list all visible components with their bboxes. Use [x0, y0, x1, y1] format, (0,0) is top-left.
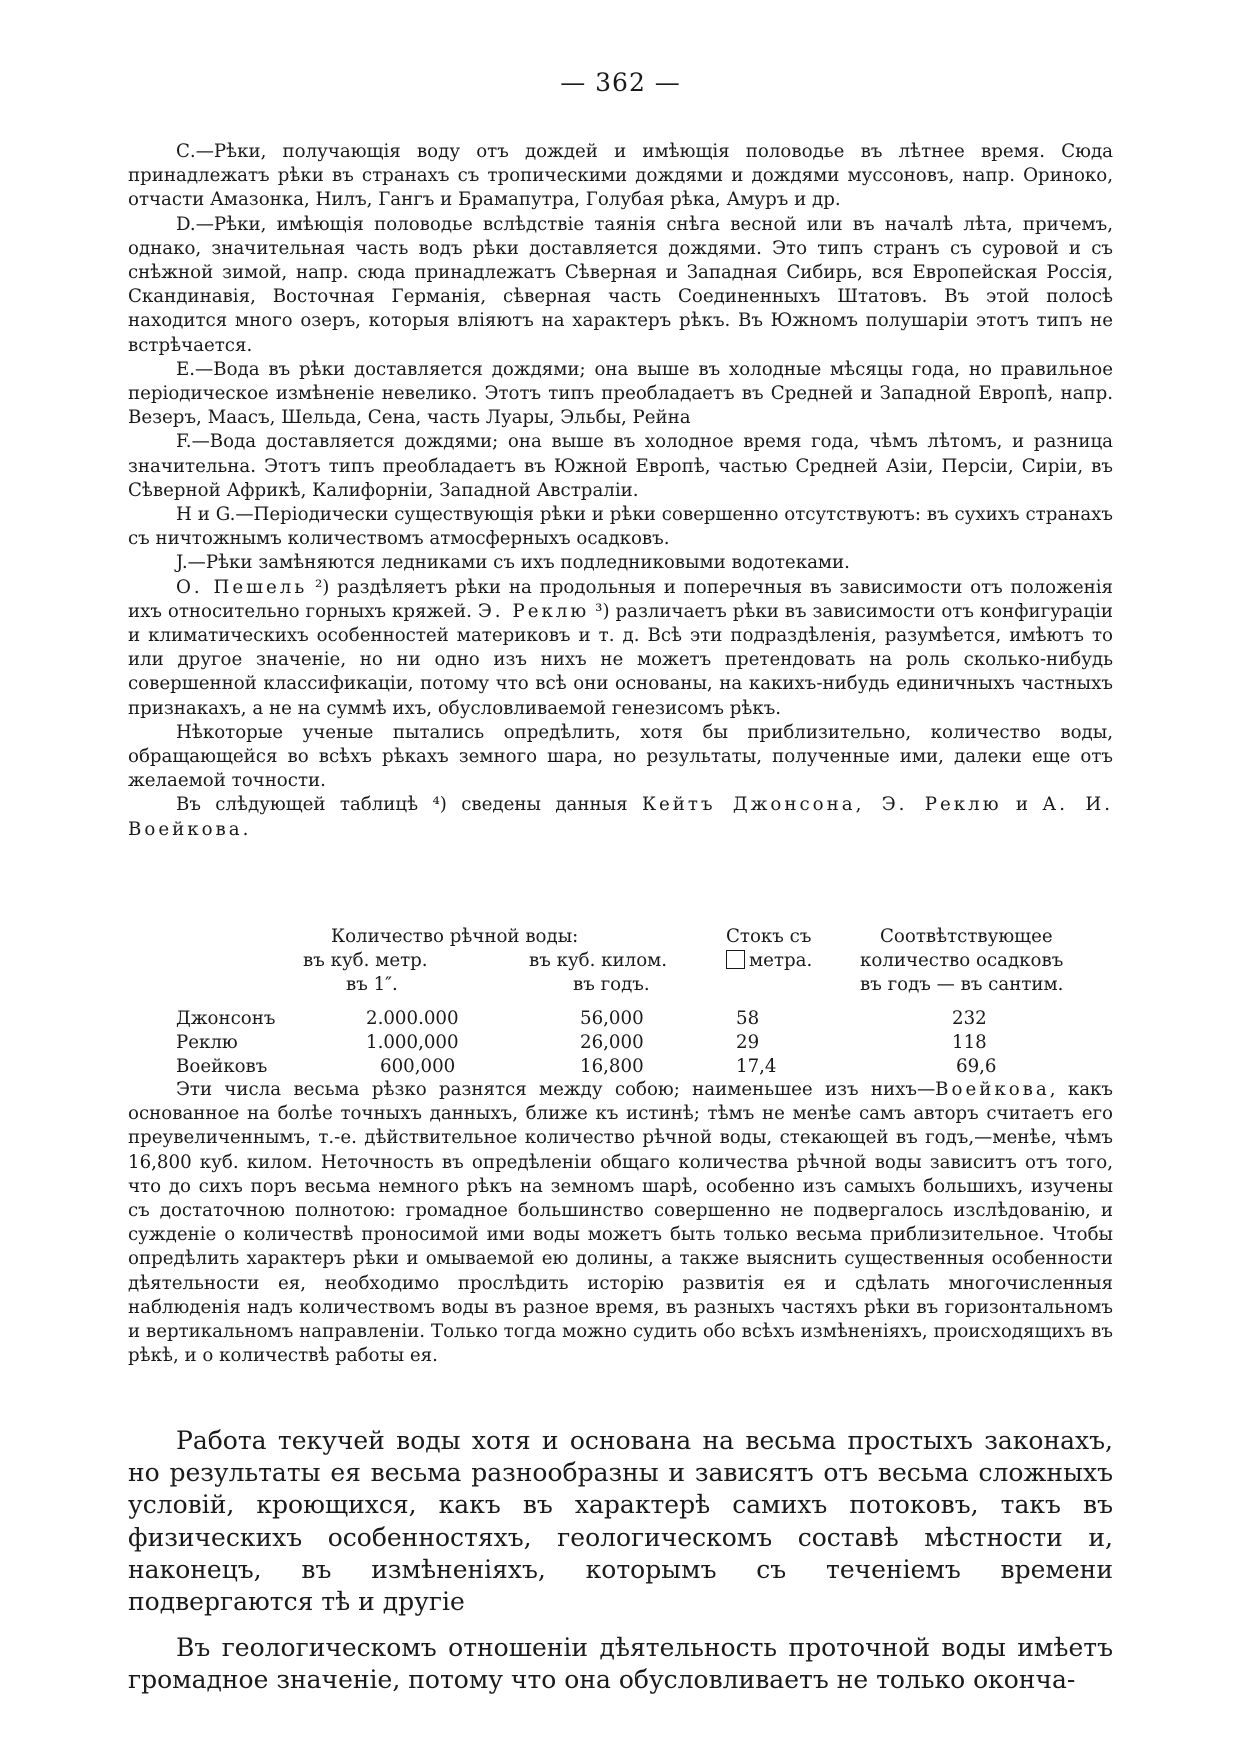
table-header-runoff-unit: метра. — [726, 949, 812, 973]
square-symbol — [726, 950, 745, 969]
table-row-reclus-precip: 118 — [952, 1032, 987, 1053]
paragraph-type-c: С.—Рѣки, получающія воду отъ дождей и имѣющія половодье въ лѣтнее время. Сюда принадлежатъ рѣки въ странахъ съ тропическими дождями и дождями муссоновъ, напр. Ориноко, отчасти Амазонка, Нилъ, Гангъ и Брамапутра, Голубая рѣка, Амуръ и др. — [128, 141, 1113, 211]
table-header-precip-unit: въ годъ — въ сантим. — [860, 974, 1064, 995]
after-table-section — [128, 1078, 1113, 1368]
table-row-johnson-precip: 232 — [952, 1008, 987, 1029]
paragraph-running-water-work: Работа текучей воды хотя и основана на весьма простыхъ законахъ, но результаты ея весьма разнообразны и зависятъ отъ весьма сложныхъ условій, кроющихся, какъ въ характерѣ самихъ потоковъ, такъ въ физическихъ особенностяхъ, геологическомъ составѣ мѣстности и, наконецъ, въ измѣненіяхъ, которымъ съ теченіемъ времени подвергаются тѣ и другіе — [128, 1426, 1113, 1617]
table-row-johnson-name: Джонсонъ — [176, 1008, 276, 1029]
table-row-reclus-m3: 1.000,000 — [366, 1032, 459, 1053]
paragraph-after-table: Эти числа весьма рѣзко разнятся между собою; наименьшее изъ нихъ—Воейкова, какъ основанное на болѣе точныхъ данныхъ, ближе къ истинѣ; тѣмъ не менѣе самъ авторъ считаетъ его преувеличеннымъ, т.-е. дѣйствительное количество рѣчной воды, стекающей въ годъ,—менѣе, чѣмъ 16,800 куб. килом. Неточность въ опредѣленіи общаго количества рѣчной воды зависитъ отъ того, что до сихъ поръ весьма немного рѣкъ на земномъ шарѣ, особенно изъ самыхъ большихъ, изучены съ достаточною полнотою: громадное большинство совершенно не подвергалось изслѣдованію, и сужденіе о количествѣ проносимой ими воды можетъ быть только весьма приблизительное. Чтобы опредѣлить характеръ рѣки и омываемой ею долины, а также выяснить существенныя особенности дѣятельности ея, необходимо прослѣдить исторію развитія ея и сдѣлать многочисленныя наблюденія надъ количествомъ воды въ разное время, въ разныхъ частяхъ рѣки въ горизонтальномъ и вертикальномъ направленіи. Только тогда можно судить обо всѣхъ измѣненіяхъ, происходящихъ въ рѣкѣ, и о количествѣ работы ея. — [128, 1079, 1113, 1367]
paragraph-geological-significance: Въ геологическомъ отношеніи дѣятельность проточной воды имѣетъ громадное значеніе, потому что она обусловливаетъ не только оконча- — [128, 1633, 1113, 1695]
paragraph-type-h-g: Н и G.—Періодически существующія рѣки и рѣки совершенно отсутствуютъ: въ сухихъ странахъ съ ничтожнымъ количествомъ атмосферныхъ осадковъ. — [128, 504, 1113, 550]
table-row-voeikov-km3: 16,800 — [580, 1056, 644, 1077]
table-header-group: Количество рѣчной воды: — [331, 926, 579, 947]
table-header-cubic-meters: въ куб. метр. — [303, 950, 428, 971]
main-text-section — [128, 1425, 1113, 1711]
author-voeikov-mention: Воейкова — [935, 1079, 1050, 1100]
table-header-cubic-km: въ куб. килом. — [529, 950, 668, 971]
table-header-precip: Соотвѣтствующее — [880, 926, 1053, 947]
table-header-per-year: въ годъ. — [573, 974, 650, 995]
paragraph-type-e: Е.—Вода въ рѣки доставляется дождями; она выше въ холодные мѣсяцы года, но правильное періодическое измѣненіе невелико. Этотъ типъ преобладаетъ въ Средней и Западной Европѣ, напр. Везеръ, Маасъ, Шельда, Сена, часть Луары, Эльбы, Рейна — [128, 358, 1113, 429]
paragraph-table-intro: Въ слѣдующей таблицѣ ⁴) сведены данныя Кейтъ Джонсона, Э. Реклю и А. И. Воейкова. — [128, 794, 1113, 840]
table-row-johnson-runoff: 58 — [736, 1008, 760, 1029]
paragraph-type-d: D.—Рѣки, имѣющія половодье вслѣдствіе таянія снѣга весной или въ началѣ лѣта, причемъ, однако, значительная часть водъ рѣки доставляется дождями. Это типъ странъ съ суровой и съ снѣжной зимой, напр. сюда принадлежатъ Сѣверная и Западная Сибирь, вся Европейская Россія, Скандинавія, Восточная Германія, сѣверная часть Соединенныхъ Штатовъ. Въ этой полосѣ находится много озеръ, которыя вліяютъ на характеръ рѣкъ. Въ Южномъ полушаріи этотъ типъ не встрѣчается. — [128, 213, 1113, 356]
author-voeikov: А. И. Воейкова. — [128, 794, 1113, 840]
river-water-table — [128, 925, 1113, 1085]
author-reclus: Э. Реклю — [477, 600, 590, 622]
table-header-runoff: Стокъ съ — [726, 926, 812, 947]
table-header-per-second: въ 1″. — [346, 974, 398, 995]
table-authors: Кейтъ Джонсона, Э. Реклю — [641, 794, 1002, 816]
paragraph-type-j: J.—Рѣки замѣняются ледниками съ ихъ подледниковыми водотеками. — [176, 552, 850, 574]
table-row-reclus-runoff: 29 — [736, 1032, 760, 1053]
table-row-reclus-km3: 26,000 — [580, 1032, 644, 1053]
table-header-precip-amount: количество осадковъ — [860, 950, 1064, 971]
table-row-voeikov-precip: 69,6 — [956, 1056, 997, 1077]
table-row-johnson-m3: 2.000.000 — [366, 1008, 459, 1029]
paragraph-some-scientists: Нѣкоторые ученые пытались опредѣлить, хотя бы приблизительно, количество воды, обращающейся во всѣхъ рѣкахъ земного шара, но результаты, полученные ими, далеки еще отъ желаемой точности. — [128, 721, 1113, 792]
table-row-voeikov-name: Воейковъ — [176, 1056, 268, 1077]
table-row-voeikov-runoff: 17,4 — [736, 1056, 777, 1077]
paragraph-peschel-reclus: О. Пешель ²) раздѣляетъ рѣки на продольныя и поперечныя въ зависимости отъ положенія ихъ относительно горныхъ кряжей. Э. Реклю ³) различаетъ рѣки въ зависимости отъ конфигураціи и климатическихъ особенностей материковъ и т. д. Всѣ эти подраздѣленія, разумѣется, имѣютъ то или другое значеніе, но ни одно изъ нихъ не можетъ претендовать на роль сколько-нибудь совершенной классификаціи, потому что всѣ они основаны, на какихъ-нибудь единичныхъ частныхъ признакахъ, а не на суммѣ ихъ, обусловливаемой генезисомъ рѣкъ. — [128, 576, 1113, 719]
table-row-johnson-km3: 56,000 — [580, 1008, 644, 1029]
table-row-reclus-name: Реклю — [176, 1032, 238, 1053]
table-row-voeikov-m3: 600,000 — [380, 1056, 456, 1077]
author-peschel: О. Пешель — [176, 576, 308, 598]
page-number: — 362 — — [560, 68, 681, 97]
river-types-section — [128, 140, 1113, 842]
paragraph-type-f: F.—Вода доставляется дождями; она выше въ холодное время года, чѣмъ лѣтомъ, и разница значительна. Этотъ типъ преобладаетъ въ Южной Европѣ, частью Средней Азіи, Персіи, Сиріи, въ Сѣверной Африкѣ, Калифорніи, Западной Австраліи. — [128, 431, 1113, 501]
